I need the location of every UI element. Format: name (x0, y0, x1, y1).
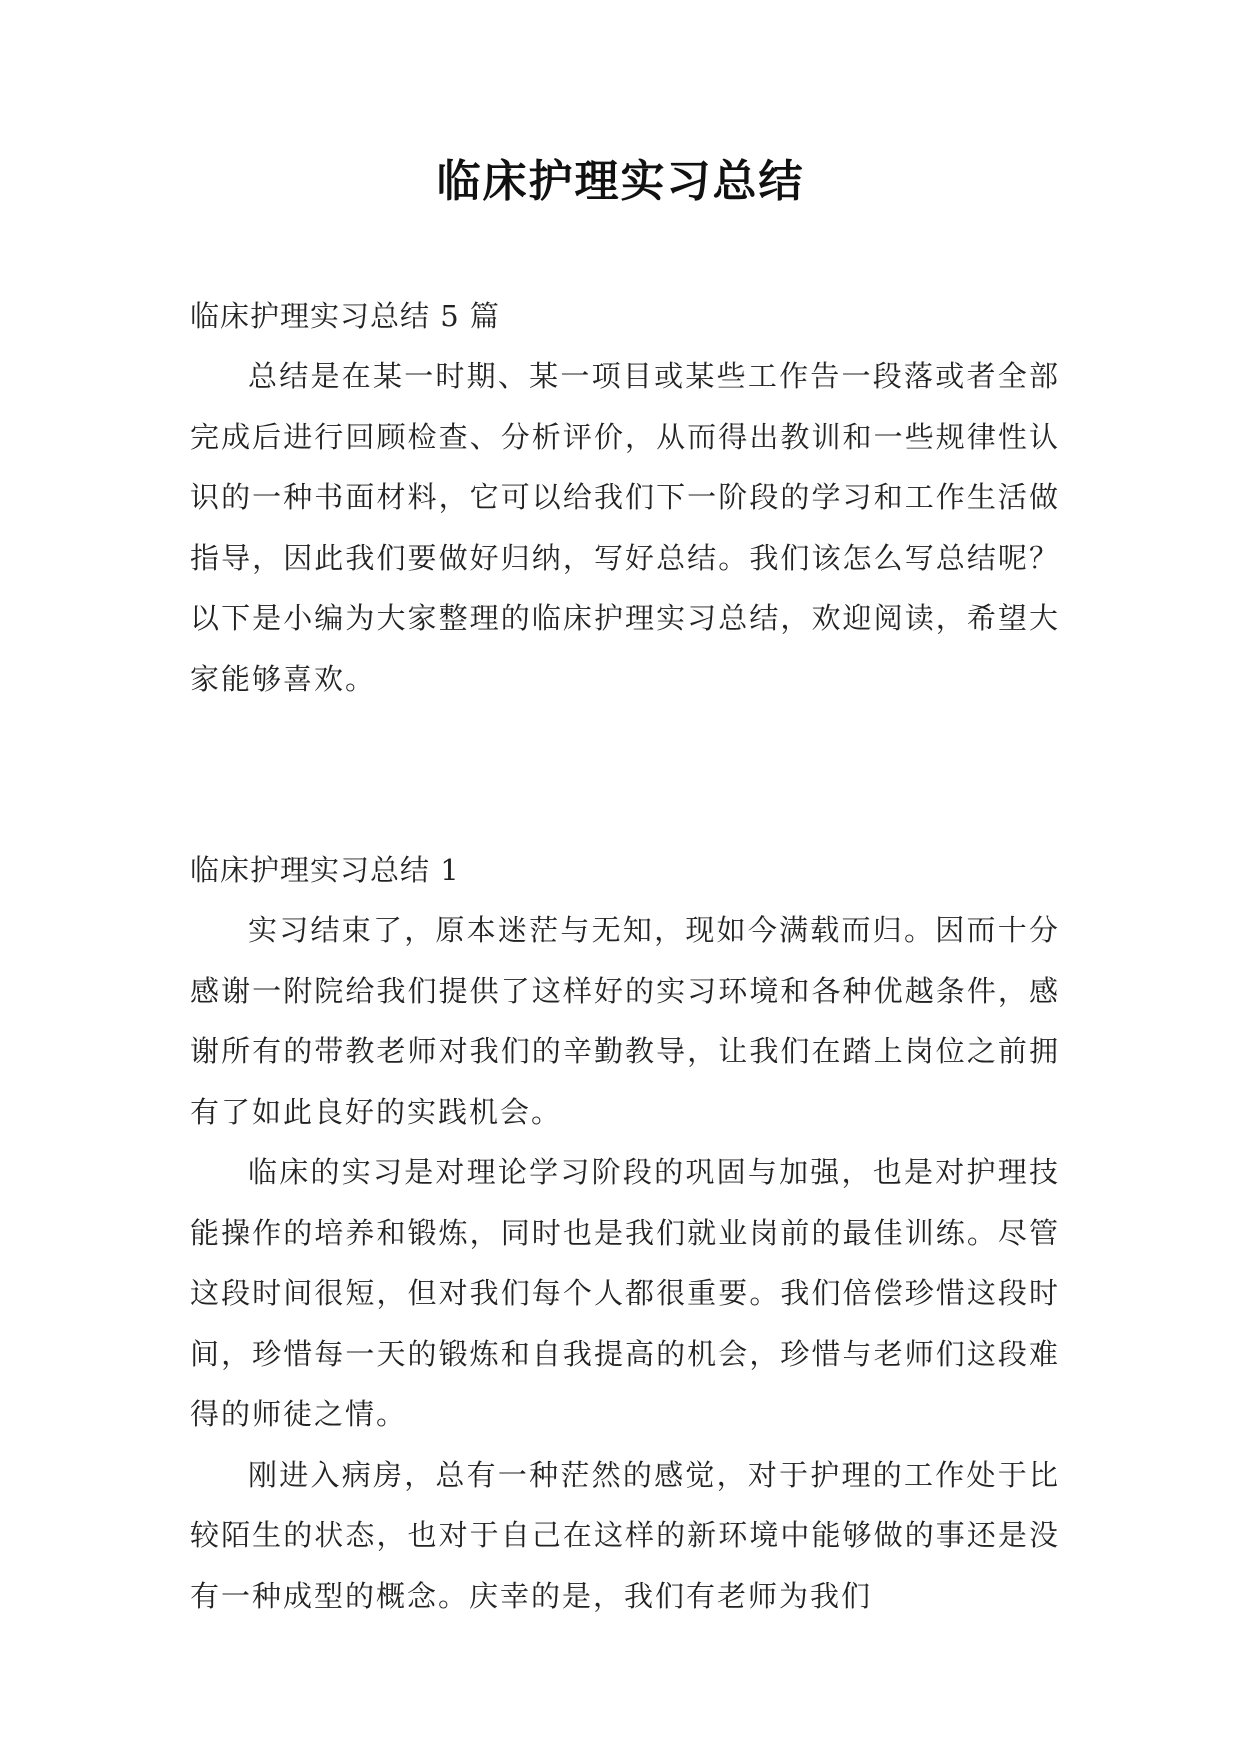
part1-heading: 临床护理实习总结 1 (190, 853, 460, 887)
part1-paragraph-2: 临床的实习是对理论学习阶段的巩固与加强，也是对护理技能操作的培养和锻炼，同时也是我们就业岗前的最佳训练。尽管这段时间很短，但对我们每个人都很重要。我们倍偿珍惜这段时间，珍惜每一天的锻炼和自我提高的机会，珍惜与老师们这段难得的师徒之情。 (190, 1155, 1060, 1431)
part1-paragraph-1: 实习结束了，原本迷茫与无知，现如今满载而归。因而十分感谢一附院给我们提供了这样好的实习环境和各种优越条件，感谢所有的带教老师对我们的辛勤教导，让我们在踏上岗位之前拥有了如此良好的实践机会。 (190, 913, 1060, 1129)
intro-paragraph: 总结是在某一时期、某一项目或某些工作告一段落或者全部完成后进行回顾检查、分析评价，从而得出教训和一些规律性认识的一种书面材料，它可以给我们下一阶段的学习和工作生活做指导，因此我们要做好归纳，写好总结。我们该怎么写总结呢？以下是小编为大家整理的临床护理实习总结，欢迎阅读，希望大家能够喜欢。 (190, 359, 1060, 696)
part1-section (190, 840, 1060, 1626)
part1-paragraph-3: 刚进入病房，总有一种茫然的感觉，对于护理的工作处于比较陌生的状态，也对于自己在这样的新环境中能够做的事还是没有一种成型的概念。庆幸的是，我们有老师为我们 (190, 1457, 1060, 1613)
intro-heading: 临床护理实习总结 5 篇 (190, 299, 500, 333)
intro-section (190, 286, 1060, 709)
document-title: 临床护理实习总结 (436, 156, 805, 207)
